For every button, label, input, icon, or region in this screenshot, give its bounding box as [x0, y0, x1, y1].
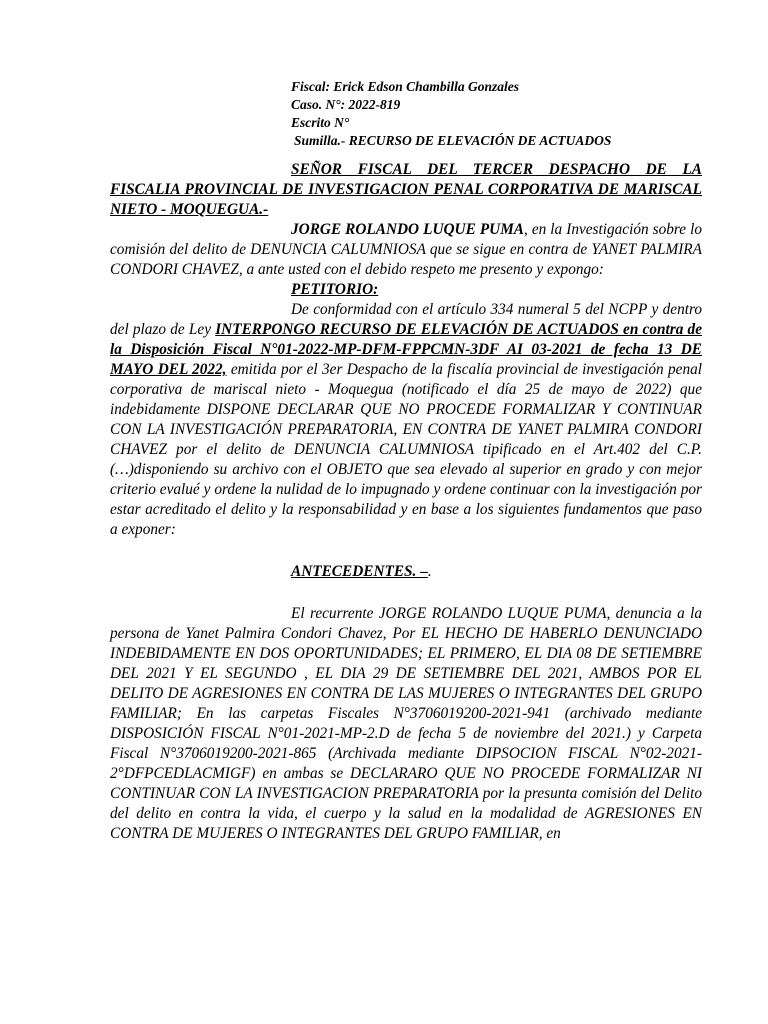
document-body — [110, 160, 702, 844]
antecedentes-heading: ANTECEDENTES. – — [291, 563, 428, 580]
addressee-heading: SEÑOR FISCAL DEL TERCER DESPACHO DE LA FISCALIA PROVINCIAL DE INVESTIGACION PENAL CORPORATIVA DE MARISCAL NIETO - MOQUEGUA.- — [110, 161, 702, 218]
antecedentes-heading-tail: . — [427, 563, 432, 580]
petitorio-lead: De conformidad con el artículo 334 numeral 5 del NCPP y dentro del plazo de Ley — [110, 301, 702, 338]
intro-text: , en la Investigación sobre lo comisión del delito de DENUNCIA CALUMNIOSA que se sigue en contra de YANET PALMIRA CONDORI CHAVEZ, a ante usted con el debido respeto me presento y expongo: — [110, 221, 702, 278]
antecedentes-heading-line — [110, 562, 702, 582]
petitioner-name: JORGE ROLANDO LUQUE PUMA — [291, 221, 525, 238]
petitorio-rest: emitida por el 3er Despacho de la fiscalía provincial de investigación penal corporativa de mariscal nieto - Moquegua (notificado el día 25 de mayo de 2022) que indebidamente DISPONE DECLARAR QUE NO PROCEDE FORMALIZAR Y CONTINUAR CON LA INVESTIGACIÓN PREPARATORIA, EN CONTRA DE YANET PALMIRA CONDORI CHAVEZ por el delito de DENUNCIA CALUMNIOSA tipificado en el Art.402 del C.P. (…)disponiendo su archivo con el OBJETO que sea elevado al superior en grado y con mejor criterio evalué y ordene la nulidad de lo impugnado y ordene continuar con la investigación por estar acreditado el delito y la responsabilidad y en base a los siguientes fundamentos que paso a exponer: — [110, 361, 702, 538]
fiscal-line: Fiscal: Erick Edson Chambilla Gonzales — [291, 79, 520, 94]
document-header — [291, 78, 611, 150]
petitorio-emphasis: INTERPONGO RECURSO DE ELEVACIÓN DE ACTUADOS en contra de la Disposición Fiscal N°01-2022-MP-DFM-FPPCMN-3DF AI 03-2021 de fecha 13 DE MAYO DEL 2022, — [110, 321, 702, 378]
antecedentes-paragraph: El recurrente JORGE ROLANDO LUQUE PUMA, denuncia a la persona de Yanet Palmira Condori Chavez, Por EL HECHO DE HABERLO DENUNCIADO INDEBIDAMENTE EN DOS OPORTUNIDADES; EL PRIMERO, EL DIA 08 DE SETIEMBRE DEL 2021 Y EL SEGUNDO , EL DIA 29 DE SETIEMBRE DEL 2021, AMBOS POR EL DELITO DE AGRESIONES EN CONTRA DE LAS MUJERES O INTEGRANTES DEL GRUPO FAMILIAR; En las carpetas Fiscales N°3706019200-2021-941 (archivado mediante DISPOSICIÓN FISCAL N°01-2021-MP-2.D de fecha 5 de noviembre del 2021.) y Carpeta Fiscal N°3706019200-2021-865 (Archivada mediante DIPSOCION FISCAL N°02-2021-2°DFPCEDLACMIGF) en ambas se DECLARARO QUE NO PROCEDE FORMALIZAR NI CONTINUAR CON LA INVESTIGACION PREPARATORIA por la presunta comisión del Delito del delito en contra la vida, el cuerpo y la salud en la modalidad de AGRESIONES EN CONTRA DE MUJERES O INTEGRANTES DEL GRUPO FAMILIAR, en — [110, 605, 702, 842]
spacer — [110, 540, 702, 562]
escrito-line: Escrito N° — [291, 115, 350, 130]
spacer — [110, 582, 702, 604]
petitorio-heading: PETITORIO: — [291, 281, 379, 298]
case-number-line: Caso. N°: 2022-819 — [291, 97, 401, 112]
petitorio-paragraph — [110, 300, 702, 540]
intro-paragraph — [110, 220, 702, 280]
sumilla-line: Sumilla.- RECURSO DE ELEVACIÓN DE ACTUADOS — [294, 133, 612, 148]
